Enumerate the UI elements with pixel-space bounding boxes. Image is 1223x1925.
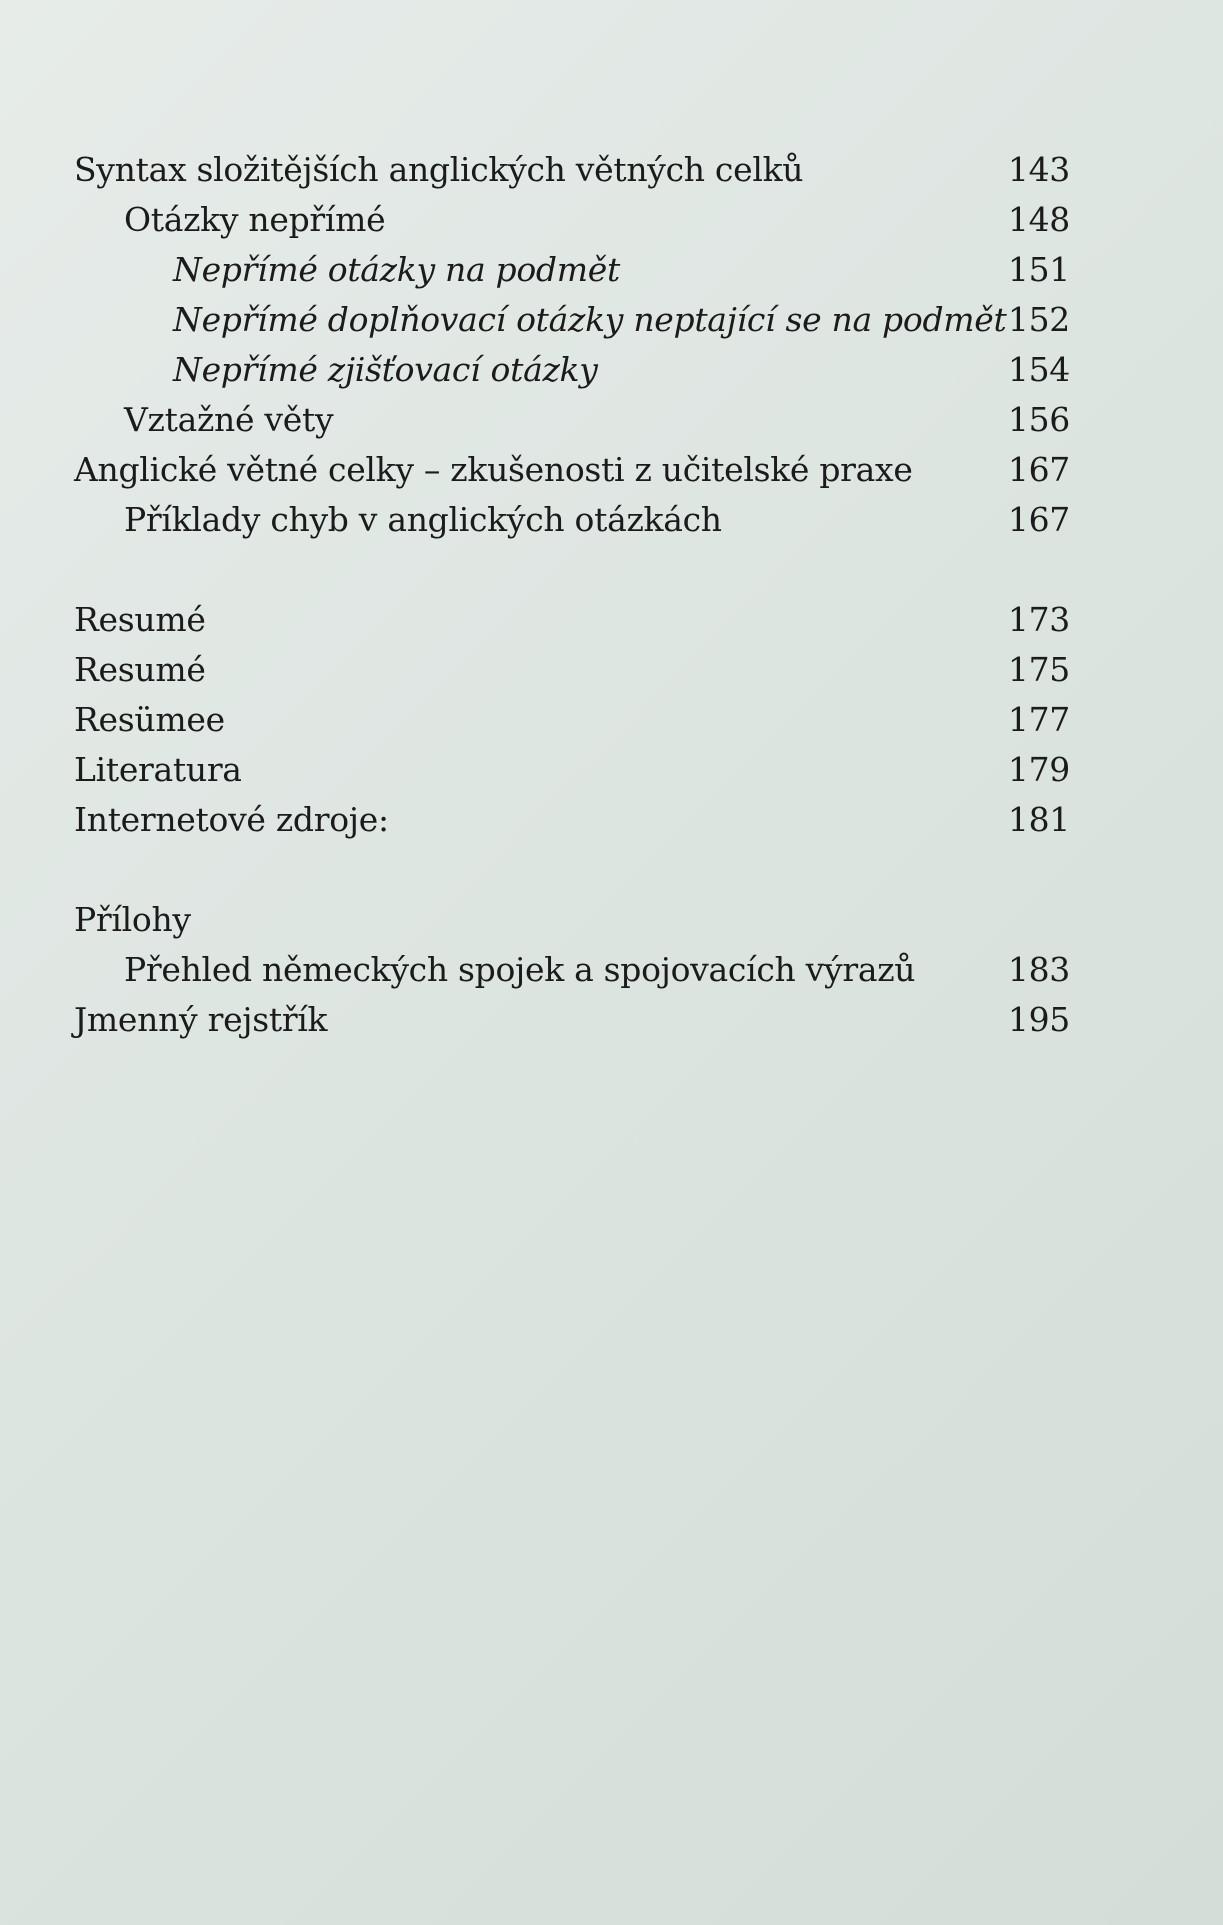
- toc-entry: [74, 445, 1070, 495]
- toc-entry: [74, 795, 1070, 845]
- toc-entry-title: Syntax složitějších anglických větných celků: [74, 150, 804, 189]
- toc-entry: [74, 995, 1070, 1045]
- toc-entry-title: Jmenný rejstřík: [74, 1000, 328, 1039]
- toc-entry: [74, 145, 1070, 195]
- toc-entry-title: Vztažné věty: [124, 400, 334, 439]
- toc-entry: [74, 395, 1070, 445]
- toc-entry-title: Resumé: [74, 650, 206, 689]
- toc-entry-title: Nepřímé otázky na podmět: [173, 250, 620, 289]
- toc-entry: [74, 495, 1070, 545]
- toc-entry-page: 177: [1007, 700, 1070, 739]
- toc-entry-title: Příklady chyb v anglických otázkách: [124, 500, 722, 539]
- toc-entry-title: Literatura: [74, 750, 242, 789]
- section-spacer: [74, 845, 1070, 895]
- toc-entry-title: Resumé: [74, 600, 206, 639]
- toc-entry-title: Resümee: [74, 700, 225, 739]
- toc-entry-page: 179: [1007, 750, 1070, 789]
- toc-entry: [74, 245, 1070, 295]
- toc-entry-title: Přílohy: [74, 900, 191, 939]
- toc-entry-page: 195: [1007, 1000, 1070, 1039]
- section-spacer: [74, 545, 1070, 595]
- toc-entry-title: Nepřímé zjišťovací otázky: [173, 350, 598, 389]
- toc-entry-page: 173: [1007, 600, 1070, 639]
- toc-entry-page: 143: [1007, 150, 1070, 189]
- toc-entry: [74, 895, 1070, 945]
- toc-entry-page: 151: [1007, 250, 1070, 289]
- table-of-contents: [74, 145, 1070, 1045]
- toc-entry: [74, 595, 1070, 645]
- toc-entry-page: 175: [1007, 650, 1070, 689]
- toc-entry: [74, 295, 1070, 345]
- toc-entry: [74, 695, 1070, 745]
- toc-entry-page: 152: [1007, 300, 1070, 339]
- toc-entry-page: 154: [1007, 350, 1070, 389]
- toc-entry-page: 181: [1007, 800, 1070, 839]
- toc-entry: [74, 195, 1070, 245]
- toc-entry-page: 167: [1007, 500, 1070, 539]
- toc-entry-title: Internetové zdroje:: [74, 800, 389, 839]
- toc-entry-page: 148: [1007, 200, 1070, 239]
- toc-entry: [74, 645, 1070, 695]
- toc-entry: [74, 745, 1070, 795]
- toc-entry-page: 167: [1007, 450, 1070, 489]
- toc-entry: [74, 945, 1070, 995]
- toc-entry-page: 183: [1007, 950, 1070, 989]
- toc-entry-title: Anglické větné celky – zkušenosti z učitelské praxe: [74, 450, 913, 489]
- toc-entry-page: 156: [1007, 400, 1070, 439]
- toc-entry: [74, 345, 1070, 395]
- toc-entry-title: Otázky nepřímé: [124, 200, 386, 239]
- toc-entry-title: Přehled německých spojek a spojovacích výrazů: [124, 950, 916, 989]
- toc-entry-title: Nepřímé doplňovací otázky neptající se na podmět: [173, 300, 1007, 339]
